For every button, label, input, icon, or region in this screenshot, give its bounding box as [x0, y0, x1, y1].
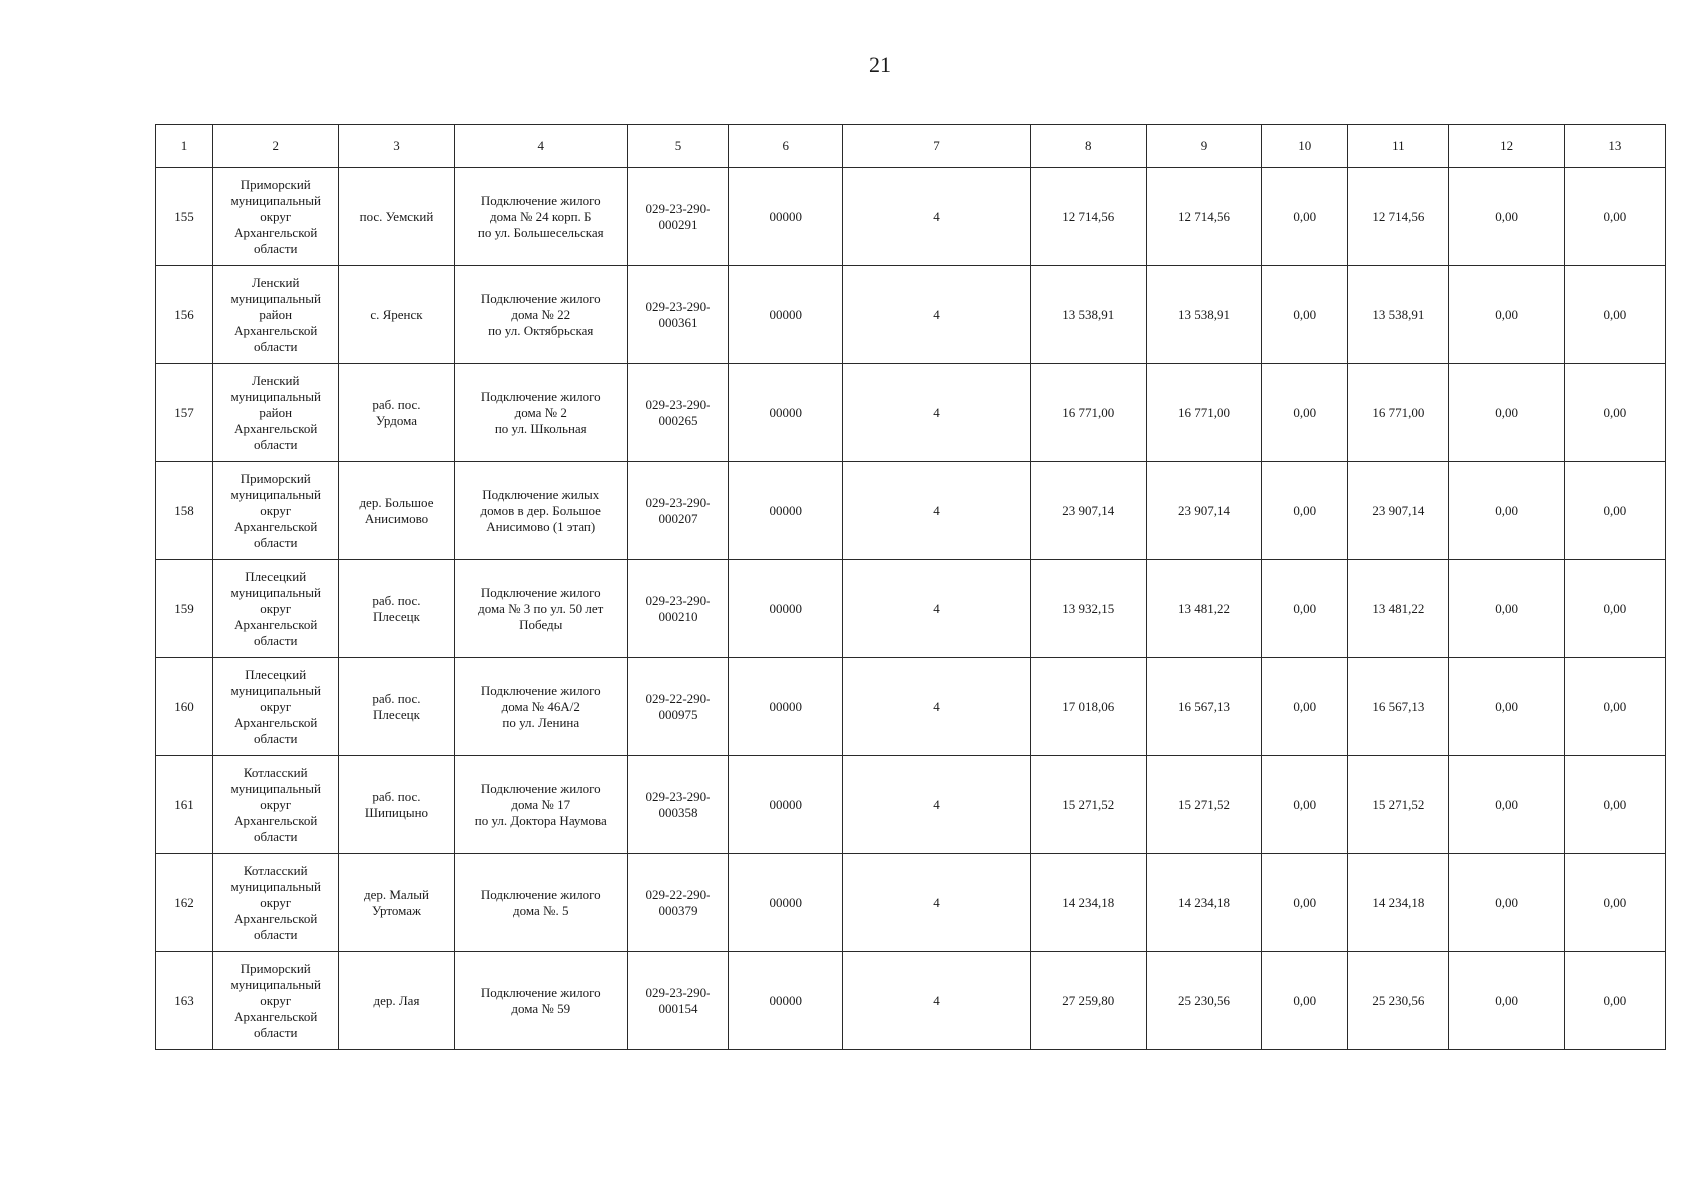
col13-cell: 0,00 [1564, 560, 1665, 658]
page-number: 21 [869, 52, 891, 77]
col11-cell: 13 538,91 [1348, 266, 1449, 364]
col6-cell: 00000 [729, 462, 843, 560]
code-cell: 029-23-290- 000358 [627, 756, 728, 854]
object-cell: Подключение жилого дома №. 5 [454, 854, 627, 952]
header-cell-1: 1 [156, 125, 213, 168]
col11-cell: 25 230,56 [1348, 952, 1449, 1050]
table-row [156, 952, 1666, 1050]
municipality-cell: Плесецкий муниципальный округ Архангельской области [213, 658, 339, 756]
col9-cell: 15 271,52 [1146, 756, 1261, 854]
col9-cell: 23 907,14 [1146, 462, 1261, 560]
col9-cell: 25 230,56 [1146, 952, 1261, 1050]
col10-cell: 0,00 [1262, 364, 1348, 462]
col8-cell: 13 538,91 [1030, 266, 1146, 364]
municipality-cell: Котласский муниципальный округ Архангельской области [213, 854, 339, 952]
col11-cell: 16 771,00 [1348, 364, 1449, 462]
row-number: 163 [156, 952, 213, 1050]
col13-cell: 0,00 [1564, 364, 1665, 462]
row-number: 160 [156, 658, 213, 756]
settlement-cell: дер. Большое Анисимово [339, 462, 454, 560]
municipality-cell: Ленский муниципальный район Архангельской области [213, 364, 339, 462]
col8-cell: 23 907,14 [1030, 462, 1146, 560]
col9-cell: 14 234,18 [1146, 854, 1261, 952]
col7-cell: 4 [843, 952, 1030, 1050]
object-cell: Подключение жилого дома № 22 по ул. Октябрьская [454, 266, 627, 364]
row-number: 162 [156, 854, 213, 952]
row-number: 159 [156, 560, 213, 658]
municipality-cell: Ленский муниципальный район Архангельской области [213, 266, 339, 364]
col10-cell: 0,00 [1262, 266, 1348, 364]
settlement-cell: раб. пос. Шипицыно [339, 756, 454, 854]
col12-cell: 0,00 [1449, 266, 1564, 364]
table-row [156, 854, 1666, 952]
col12-cell: 0,00 [1449, 364, 1564, 462]
col7-cell: 4 [843, 364, 1030, 462]
object-cell: Подключение жилого дома № 17 по ул. Доктора Наумова [454, 756, 627, 854]
col10-cell: 0,00 [1262, 854, 1348, 952]
col13-cell: 0,00 [1564, 756, 1665, 854]
row-number: 161 [156, 756, 213, 854]
object-cell: Подключение жилого дома № 3 по ул. 50 лет Победы [454, 560, 627, 658]
object-cell: Подключение жилого дома № 2 по ул. Школьная [454, 364, 627, 462]
col6-cell: 00000 [729, 952, 843, 1050]
settlement-cell: пос. Уемский [339, 168, 454, 266]
code-cell: 029-23-290- 000207 [627, 462, 728, 560]
object-cell: Подключение жилого дома № 59 [454, 952, 627, 1050]
table-row [156, 364, 1666, 462]
row-number: 156 [156, 266, 213, 364]
col13-cell: 0,00 [1564, 168, 1665, 266]
header-cell-9: 9 [1146, 125, 1261, 168]
col8-cell: 14 234,18 [1030, 854, 1146, 952]
code-cell: 029-23-290- 000265 [627, 364, 728, 462]
table-header [156, 125, 1666, 168]
header-cell-8: 8 [1030, 125, 1146, 168]
municipality-cell: Приморский муниципальный округ Архангельской области [213, 952, 339, 1050]
col7-cell: 4 [843, 266, 1030, 364]
municipality-cell: Приморский муниципальный округ Архангельской области [213, 462, 339, 560]
col8-cell: 27 259,80 [1030, 952, 1146, 1050]
table-row [156, 756, 1666, 854]
settlement-cell: раб. пос. Плесецк [339, 560, 454, 658]
col8-cell: 15 271,52 [1030, 756, 1146, 854]
header-cell-3: 3 [339, 125, 454, 168]
col10-cell: 0,00 [1262, 756, 1348, 854]
col7-cell: 4 [843, 560, 1030, 658]
col13-cell: 0,00 [1564, 266, 1665, 364]
col12-cell: 0,00 [1449, 560, 1564, 658]
code-cell: 029-23-290- 000154 [627, 952, 728, 1050]
code-cell: 029-22-290- 000975 [627, 658, 728, 756]
table-row [156, 266, 1666, 364]
header-cell-2: 2 [213, 125, 339, 168]
col11-cell: 23 907,14 [1348, 462, 1449, 560]
code-cell: 029-23-290- 000291 [627, 168, 728, 266]
col7-cell: 4 [843, 168, 1030, 266]
col11-cell: 14 234,18 [1348, 854, 1449, 952]
row-number: 158 [156, 462, 213, 560]
col7-cell: 4 [843, 756, 1030, 854]
col11-cell: 12 714,56 [1348, 168, 1449, 266]
settlement-cell: с. Яренск [339, 266, 454, 364]
settlement-cell: дер. Малый Уртомаж [339, 854, 454, 952]
header-cell-13: 13 [1564, 125, 1665, 168]
municipality-cell: Плесецкий муниципальный округ Архангельской области [213, 560, 339, 658]
col8-cell: 17 018,06 [1030, 658, 1146, 756]
header-cell-10: 10 [1262, 125, 1348, 168]
col10-cell: 0,00 [1262, 462, 1348, 560]
col13-cell: 0,00 [1564, 854, 1665, 952]
header-cell-7: 7 [843, 125, 1030, 168]
col9-cell: 16 567,13 [1146, 658, 1261, 756]
col13-cell: 0,00 [1564, 462, 1665, 560]
col7-cell: 4 [843, 462, 1030, 560]
object-cell: Подключение жилого дома № 46А/2 по ул. Ленина [454, 658, 627, 756]
col11-cell: 16 567,13 [1348, 658, 1449, 756]
table-row [156, 462, 1666, 560]
col13-cell: 0,00 [1564, 658, 1665, 756]
col9-cell: 16 771,00 [1146, 364, 1261, 462]
col10-cell: 0,00 [1262, 560, 1348, 658]
col9-cell: 13 538,91 [1146, 266, 1261, 364]
header-cell-6: 6 [729, 125, 843, 168]
col8-cell: 12 714,56 [1030, 168, 1146, 266]
col12-cell: 0,00 [1449, 462, 1564, 560]
col11-cell: 13 481,22 [1348, 560, 1449, 658]
col12-cell: 0,00 [1449, 854, 1564, 952]
col10-cell: 0,00 [1262, 658, 1348, 756]
header-row [156, 125, 1666, 168]
code-cell: 029-23-290- 000361 [627, 266, 728, 364]
col11-cell: 15 271,52 [1348, 756, 1449, 854]
municipality-cell: Котласский муниципальный округ Архангельской области [213, 756, 339, 854]
col7-cell: 4 [843, 854, 1030, 952]
col6-cell: 00000 [729, 266, 843, 364]
col6-cell: 00000 [729, 854, 843, 952]
col10-cell: 0,00 [1262, 952, 1348, 1050]
table-row [156, 560, 1666, 658]
col12-cell: 0,00 [1449, 756, 1564, 854]
code-cell: 029-22-290- 000379 [627, 854, 728, 952]
municipality-cell: Приморский муниципальный округ Архангельской области [213, 168, 339, 266]
col10-cell: 0,00 [1262, 168, 1348, 266]
object-cell: Подключение жилых домов в дер. Большое Анисимово (1 этап) [454, 462, 627, 560]
object-cell: Подключение жилого дома № 24 корп. Б по ул. Большесельская [454, 168, 627, 266]
data-table [155, 124, 1666, 1050]
header-cell-5: 5 [627, 125, 728, 168]
col8-cell: 16 771,00 [1030, 364, 1146, 462]
col6-cell: 00000 [729, 364, 843, 462]
row-number: 157 [156, 364, 213, 462]
col9-cell: 13 481,22 [1146, 560, 1261, 658]
header-cell-12: 12 [1449, 125, 1564, 168]
table-body [156, 168, 1666, 1050]
col12-cell: 0,00 [1449, 168, 1564, 266]
col9-cell: 12 714,56 [1146, 168, 1261, 266]
col12-cell: 0,00 [1449, 952, 1564, 1050]
col6-cell: 00000 [729, 560, 843, 658]
settlement-cell: дер. Лая [339, 952, 454, 1050]
header-cell-11: 11 [1348, 125, 1449, 168]
table-row [156, 168, 1666, 266]
code-cell: 029-23-290- 000210 [627, 560, 728, 658]
col7-cell: 4 [843, 658, 1030, 756]
col13-cell: 0,00 [1564, 952, 1665, 1050]
col6-cell: 00000 [729, 168, 843, 266]
col8-cell: 13 932,15 [1030, 560, 1146, 658]
settlement-cell: раб. пос. Плесецк [339, 658, 454, 756]
table-row [156, 658, 1666, 756]
col6-cell: 00000 [729, 658, 843, 756]
col12-cell: 0,00 [1449, 658, 1564, 756]
row-number: 155 [156, 168, 213, 266]
settlement-cell: раб. пос. Урдома [339, 364, 454, 462]
header-cell-4: 4 [454, 125, 627, 168]
col6-cell: 00000 [729, 756, 843, 854]
